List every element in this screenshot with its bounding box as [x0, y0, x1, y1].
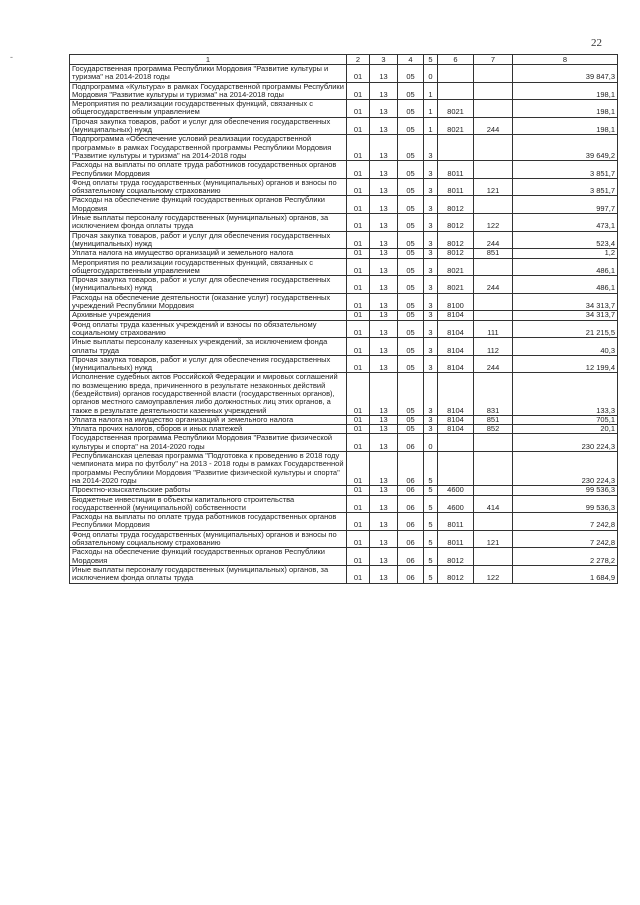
code-subsection: 13 — [370, 565, 398, 583]
code-expense-type: 111 — [474, 320, 513, 338]
code-subprogram: 1 — [424, 117, 438, 135]
table-row — [70, 565, 618, 583]
code-section: 01 — [347, 161, 370, 179]
code-section: 01 — [347, 178, 370, 196]
code-subsection: 13 — [370, 373, 398, 415]
column-header: 3 — [370, 55, 398, 65]
code-program: 05 — [398, 178, 424, 196]
row-amount: 230 224,3 — [513, 434, 618, 452]
code-program: 05 — [398, 135, 424, 161]
code-subprogram: 3 — [424, 135, 438, 161]
code-section: 01 — [347, 82, 370, 100]
row-amount: 21 215,5 — [513, 320, 618, 338]
row-amount: 39 649,2 — [513, 135, 618, 161]
table-row — [70, 495, 618, 513]
code-subsection: 13 — [370, 415, 398, 424]
code-section: 01 — [347, 65, 370, 83]
table-row — [70, 293, 618, 311]
code-article: 8012 — [438, 548, 474, 566]
margin-mark: - — [10, 52, 13, 62]
code-section: 01 — [347, 425, 370, 434]
code-article — [438, 452, 474, 486]
table-body — [70, 65, 618, 584]
code-expense-type — [474, 293, 513, 311]
code-subprogram: 5 — [424, 513, 438, 531]
row-name: Мероприятия по реализации государственных функций, связанных с общегосударственным управлением — [70, 100, 347, 118]
table-row — [70, 311, 618, 320]
code-section: 01 — [347, 530, 370, 548]
code-program: 06 — [398, 565, 424, 583]
code-program: 05 — [398, 338, 424, 356]
code-program: 05 — [398, 214, 424, 232]
code-program: 05 — [398, 276, 424, 294]
row-amount: 3 851,7 — [513, 178, 618, 196]
code-section: 01 — [347, 565, 370, 583]
row-amount: 473,1 — [513, 214, 618, 232]
code-subsection: 13 — [370, 320, 398, 338]
code-subsection: 13 — [370, 258, 398, 276]
row-amount: 997,7 — [513, 196, 618, 214]
row-name: Расходы на выплаты по оплате труда работников государственных органов Республики Мордовия — [70, 513, 347, 531]
code-article: 8021 — [438, 100, 474, 118]
code-subprogram: 3 — [424, 338, 438, 356]
code-section: 01 — [347, 276, 370, 294]
table-row — [70, 452, 618, 486]
code-expense-type — [474, 434, 513, 452]
row-name: Прочая закупка товаров, работ и услуг для обеспечения государственных (муниципальных) нужд — [70, 276, 347, 294]
code-subprogram: 3 — [424, 161, 438, 179]
code-subprogram: 5 — [424, 495, 438, 513]
code-section: 01 — [347, 311, 370, 320]
table-row — [70, 434, 618, 452]
code-article: 8021 — [438, 258, 474, 276]
row-amount: 523,4 — [513, 231, 618, 249]
code-section: 01 — [347, 513, 370, 531]
row-amount: 99 536,3 — [513, 495, 618, 513]
table-row — [70, 178, 618, 196]
code-expense-type — [474, 258, 513, 276]
code-article: 8104 — [438, 415, 474, 424]
code-subsection: 13 — [370, 135, 398, 161]
code-article: 8012 — [438, 231, 474, 249]
code-section: 01 — [347, 548, 370, 566]
code-expense-type: 831 — [474, 373, 513, 415]
code-program: 05 — [398, 373, 424, 415]
code-subprogram: 3 — [424, 320, 438, 338]
row-name: Проектно-изыскательские работы — [70, 486, 347, 495]
row-name: Бюджетные инвестиции в объекты капитального строительства государственной (муниципальной) собственности — [70, 495, 347, 513]
code-subprogram: 0 — [424, 434, 438, 452]
row-amount: 486,1 — [513, 258, 618, 276]
header-row — [70, 55, 618, 65]
row-name: Государственная программа Республики Мордовия "Развитие физической культуры и спорта" на 2014-2020 годы — [70, 434, 347, 452]
code-section: 01 — [347, 355, 370, 373]
code-article: 8012 — [438, 565, 474, 583]
code-subsection: 13 — [370, 196, 398, 214]
table-row — [70, 320, 618, 338]
column-header: 2 — [347, 55, 370, 65]
code-subprogram: 1 — [424, 82, 438, 100]
row-amount: 198,1 — [513, 117, 618, 135]
row-amount: 3 851,7 — [513, 161, 618, 179]
code-subsection: 13 — [370, 495, 398, 513]
code-article — [438, 434, 474, 452]
row-name: Исполнение судебных актов Российской Федерации и мировых соглашений по возмещению вреда, причиненного в результате незаконных действий (бездействия) органов государственной власти (государственных органов), органов местного самоуправления либо должностных лиц этих органов, а также в результате деятельности казенных учреждений — [70, 373, 347, 415]
code-program: 06 — [398, 530, 424, 548]
code-subprogram: 5 — [424, 548, 438, 566]
code-subsection: 13 — [370, 117, 398, 135]
code-article: 8011 — [438, 161, 474, 179]
code-expense-type: 852 — [474, 425, 513, 434]
row-name: Расходы на обеспечение функций государственных органов Республики Мордовия — [70, 548, 347, 566]
code-section: 01 — [347, 338, 370, 356]
code-program: 05 — [398, 249, 424, 258]
row-amount: 7 242,8 — [513, 530, 618, 548]
code-program: 05 — [398, 161, 424, 179]
code-article: 8021 — [438, 117, 474, 135]
table-row — [70, 425, 618, 434]
code-article: 8104 — [438, 338, 474, 356]
code-section: 01 — [347, 249, 370, 258]
row-amount: 1,2 — [513, 249, 618, 258]
code-program: 05 — [398, 196, 424, 214]
code-section: 01 — [347, 231, 370, 249]
row-name: Уплата прочих налогов, сборов и иных платежей — [70, 425, 347, 434]
table-row — [70, 373, 618, 415]
code-article: 8021 — [438, 276, 474, 294]
row-name: Иные выплаты персоналу казенных учреждений, за исключением фонда оплаты труда — [70, 338, 347, 356]
budget-table — [69, 54, 618, 584]
row-amount: 99 536,3 — [513, 486, 618, 495]
code-program: 05 — [398, 311, 424, 320]
row-name: Прочая закупка товаров, работ и услуг для обеспечения государственных (муниципальных) нужд — [70, 117, 347, 135]
table-row — [70, 249, 618, 258]
table-row — [70, 486, 618, 495]
row-name: Расходы на обеспечение функций государственных органов Республики Мордовия — [70, 196, 347, 214]
row-amount: 486,1 — [513, 276, 618, 294]
table-row — [70, 214, 618, 232]
code-expense-type: 122 — [474, 214, 513, 232]
code-subsection: 13 — [370, 355, 398, 373]
table-row — [70, 513, 618, 531]
code-expense-type — [474, 452, 513, 486]
code-program: 05 — [398, 415, 424, 424]
row-name: Фонд оплаты труда государственных (муниципальных) органов и взносы по обязательному социальному страхованию — [70, 530, 347, 548]
row-name: Расходы на выплаты по оплате труда работников государственных органов Республики Мордовия — [70, 161, 347, 179]
row-name: Иные выплаты персоналу государственных (муниципальных) органов, за исключением фонда оплаты труда — [70, 565, 347, 583]
code-subprogram: 3 — [424, 293, 438, 311]
code-expense-type — [474, 82, 513, 100]
code-subprogram: 3 — [424, 415, 438, 424]
code-article: 8104 — [438, 355, 474, 373]
column-header: 6 — [438, 55, 474, 65]
code-expense-type: 121 — [474, 530, 513, 548]
code-subprogram: 3 — [424, 258, 438, 276]
code-article — [438, 65, 474, 83]
code-article: 8012 — [438, 214, 474, 232]
row-name: Фонд оплаты труда государственных (муниципальных) органов и взносы по обязательному социальному страхованию — [70, 178, 347, 196]
row-amount: 34 313,7 — [513, 293, 618, 311]
column-header: 4 — [398, 55, 424, 65]
row-amount: 133,3 — [513, 373, 618, 415]
row-name: Уплата налога на имущество организаций и земельного налога — [70, 415, 347, 424]
code-program: 05 — [398, 425, 424, 434]
row-name: Республиканская целевая программа "Подготовка к проведению в 2018 году чемпионата мира по футболу" на 2013 - 2018 годы в рамках Государственной программы Республики Мордовия "Развитие физической культуры и спорта" на 2014-2020 годы — [70, 452, 347, 486]
table-row — [70, 415, 618, 424]
row-name: Государственная программа Республики Мордовия "Развитие культуры и туризма" на 2014-2018 годы — [70, 65, 347, 83]
code-program: 06 — [398, 495, 424, 513]
code-subsection: 13 — [370, 513, 398, 531]
code-subsection: 13 — [370, 530, 398, 548]
table-row — [70, 161, 618, 179]
code-article: 8104 — [438, 320, 474, 338]
code-subsection: 13 — [370, 65, 398, 83]
code-subprogram: 1 — [424, 100, 438, 118]
code-section: 01 — [347, 135, 370, 161]
code-article: 8100 — [438, 293, 474, 311]
code-subsection: 13 — [370, 293, 398, 311]
code-subprogram: 5 — [424, 486, 438, 495]
code-program: 05 — [398, 320, 424, 338]
code-expense-type: 122 — [474, 565, 513, 583]
code-subsection: 13 — [370, 425, 398, 434]
code-section: 01 — [347, 100, 370, 118]
code-program: 05 — [398, 355, 424, 373]
code-article: 8012 — [438, 249, 474, 258]
row-name: Подпрограмма «Культура» в рамках Государственной программы Республики Мордовия "Развитие культуры и туризма" на 2014-2018 годы — [70, 82, 347, 100]
table-row — [70, 338, 618, 356]
row-amount: 705,1 — [513, 415, 618, 424]
code-program: 06 — [398, 434, 424, 452]
row-amount: 1 684,9 — [513, 565, 618, 583]
code-expense-type: 121 — [474, 178, 513, 196]
row-amount: 198,1 — [513, 82, 618, 100]
row-amount: 39 847,3 — [513, 65, 618, 83]
table-row — [70, 135, 618, 161]
table-row — [70, 548, 618, 566]
code-program: 05 — [398, 65, 424, 83]
code-article: 8011 — [438, 530, 474, 548]
code-expense-type — [474, 196, 513, 214]
code-program: 06 — [398, 452, 424, 486]
code-subsection: 13 — [370, 548, 398, 566]
column-header: 8 — [513, 55, 618, 65]
table-row — [70, 117, 618, 135]
row-name: Фонд оплаты труда казенных учреждений и взносы по обязательному социальному страхованию — [70, 320, 347, 338]
code-subsection: 13 — [370, 178, 398, 196]
code-expense-type: 112 — [474, 338, 513, 356]
column-header: 1 — [70, 55, 347, 65]
row-amount: 2 278,2 — [513, 548, 618, 566]
code-program: 05 — [398, 231, 424, 249]
table-row — [70, 100, 618, 118]
code-program: 05 — [398, 293, 424, 311]
row-amount: 20,1 — [513, 425, 618, 434]
column-header: 7 — [474, 55, 513, 65]
code-expense-type: 244 — [474, 117, 513, 135]
code-section: 01 — [347, 495, 370, 513]
code-expense-type: 851 — [474, 249, 513, 258]
code-subsection: 13 — [370, 486, 398, 495]
code-expense-type — [474, 311, 513, 320]
code-section: 01 — [347, 373, 370, 415]
code-article: 8104 — [438, 311, 474, 320]
code-article: 8104 — [438, 373, 474, 415]
code-subsection: 13 — [370, 276, 398, 294]
code-expense-type — [474, 65, 513, 83]
code-program: 05 — [398, 100, 424, 118]
code-subprogram: 3 — [424, 196, 438, 214]
column-header: 5 — [424, 55, 438, 65]
code-subsection: 13 — [370, 100, 398, 118]
code-expense-type — [474, 135, 513, 161]
row-name: Расходы на обеспечение деятельности (оказание услуг) государственных учреждений Республики Мордовия — [70, 293, 347, 311]
code-article — [438, 82, 474, 100]
code-subsection: 13 — [370, 82, 398, 100]
code-subsection: 13 — [370, 452, 398, 486]
code-section: 01 — [347, 293, 370, 311]
code-expense-type: 244 — [474, 355, 513, 373]
code-subprogram: 3 — [424, 276, 438, 294]
code-section: 01 — [347, 486, 370, 495]
code-section: 01 — [347, 415, 370, 424]
code-article: 4600 — [438, 495, 474, 513]
code-subsection: 13 — [370, 231, 398, 249]
code-subsection: 13 — [370, 434, 398, 452]
code-section: 01 — [347, 434, 370, 452]
code-program: 06 — [398, 486, 424, 495]
code-section: 01 — [347, 117, 370, 135]
code-expense-type — [474, 486, 513, 495]
code-article: 8104 — [438, 425, 474, 434]
code-expense-type — [474, 161, 513, 179]
table-row — [70, 530, 618, 548]
code-section: 01 — [347, 258, 370, 276]
row-amount: 7 242,8 — [513, 513, 618, 531]
code-subsection: 13 — [370, 311, 398, 320]
code-section: 01 — [347, 320, 370, 338]
code-article: 8011 — [438, 513, 474, 531]
code-article — [438, 135, 474, 161]
code-subsection: 13 — [370, 249, 398, 258]
code-program: 06 — [398, 548, 424, 566]
code-expense-type: 244 — [474, 276, 513, 294]
code-subprogram: 3 — [424, 214, 438, 232]
row-name: Подпрограмма «Обеспечение условий реализации государственной программы» в рамках Государственной программы Республики Мордовия "Развитие культуры и туризма" на 2014-2018 годы — [70, 135, 347, 161]
table-row — [70, 276, 618, 294]
code-expense-type — [474, 513, 513, 531]
code-article: 8011 — [438, 178, 474, 196]
code-program: 06 — [398, 513, 424, 531]
code-subsection: 13 — [370, 338, 398, 356]
code-expense-type — [474, 548, 513, 566]
table-row — [70, 65, 618, 83]
page-number: 22 — [591, 37, 602, 49]
row-name: Иные выплаты персоналу государственных (муниципальных) органов, за исключением фонда оплаты труда — [70, 214, 347, 232]
table-row — [70, 355, 618, 373]
code-subprogram: 3 — [424, 249, 438, 258]
code-subprogram: 5 — [424, 565, 438, 583]
code-article: 8012 — [438, 196, 474, 214]
row-name: Прочая закупка товаров, работ и услуг для обеспечения государственных (муниципальных) нужд — [70, 355, 347, 373]
code-program: 05 — [398, 258, 424, 276]
code-subprogram: 5 — [424, 530, 438, 548]
code-expense-type: 414 — [474, 495, 513, 513]
code-program: 05 — [398, 82, 424, 100]
row-amount: 34 313,7 — [513, 311, 618, 320]
table-row — [70, 196, 618, 214]
table-row — [70, 82, 618, 100]
row-amount: 12 199,4 — [513, 355, 618, 373]
code-section: 01 — [347, 196, 370, 214]
row-name: Архивные учреждения — [70, 311, 347, 320]
row-name: Прочая закупка товаров, работ и услуг для обеспечения государственных (муниципальных) нужд — [70, 231, 347, 249]
row-name: Уплата налога на имущество организаций и земельного налога — [70, 249, 347, 258]
row-amount: 230 224,3 — [513, 452, 618, 486]
row-amount: 198,1 — [513, 100, 618, 118]
code-section: 01 — [347, 452, 370, 486]
code-subsection: 13 — [370, 161, 398, 179]
code-subprogram: 3 — [424, 178, 438, 196]
code-subprogram: 5 — [424, 452, 438, 486]
table-row — [70, 231, 618, 249]
code-article: 4600 — [438, 486, 474, 495]
row-amount: 40,3 — [513, 338, 618, 356]
code-expense-type: 851 — [474, 415, 513, 424]
code-section: 01 — [347, 214, 370, 232]
code-subprogram: 3 — [424, 425, 438, 434]
code-expense-type — [474, 100, 513, 118]
code-subprogram: 3 — [424, 373, 438, 415]
code-program: 05 — [398, 117, 424, 135]
table-row — [70, 258, 618, 276]
code-subprogram: 3 — [424, 231, 438, 249]
row-name: Мероприятия по реализации государственных функций, связанных с общегосударственным управлением — [70, 258, 347, 276]
code-subsection: 13 — [370, 214, 398, 232]
code-expense-type: 244 — [474, 231, 513, 249]
code-subprogram: 0 — [424, 65, 438, 83]
code-subprogram: 3 — [424, 355, 438, 373]
code-subprogram: 3 — [424, 311, 438, 320]
